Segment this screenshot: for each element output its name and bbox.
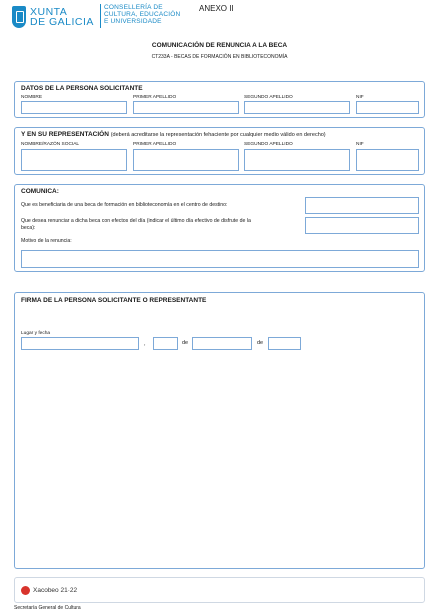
document-title: COMUNICACIÓN DE RENUNCIA A LA BECA	[151, 42, 288, 49]
rep-segundo-apellido-field[interactable]	[244, 149, 350, 171]
razon-social-field[interactable]	[21, 149, 127, 171]
firma-title: FIRMA DE LA PERSONA SOLICITANTE O REPRESENTANTE	[21, 297, 207, 304]
annex-label: ANEXO II	[199, 4, 234, 13]
document-subtitle: CT233A - BECAS DE FORMACIÓN EN BIBLIOTECONOMÍA	[151, 54, 288, 60]
footer-box	[14, 577, 425, 603]
solicitante-title: DATOS DE LA PERSONA SOLICITANTE	[21, 85, 143, 92]
representacion-section	[14, 127, 425, 175]
galicia-shield-icon	[12, 6, 26, 28]
nif-field[interactable]	[356, 101, 419, 114]
fecha-renuncia-text: Que desea renunciar a dicha beca con efectos del día (indicar el último día efectivo de disfrute de la beca):	[21, 218, 251, 231]
lugar-fecha-label: Lugar y fecha	[21, 331, 51, 336]
representacion-title: Y EN SU REPRESENTACIÓN (deberá acreditarse la representación fehaciente por cualquier medio válido en derecho)	[21, 131, 326, 138]
nif-label: NIF	[356, 95, 364, 100]
segundo-apellido-label: SEGUNDO APELLIDO	[244, 95, 293, 100]
xunta-logo	[12, 4, 102, 30]
lugar-field[interactable]	[21, 337, 139, 350]
comunica-section	[14, 184, 425, 272]
rep-primer-apellido-label: PRIMER APELLIDO	[133, 142, 177, 147]
motivo-label: Motivo de la renuncia:	[21, 238, 72, 244]
centro-destino-field[interactable]	[305, 197, 419, 214]
xacobeo-text: Xacobeo 21·22	[33, 587, 78, 594]
logo-line-1: XUNTA	[30, 6, 68, 18]
firma-section	[14, 292, 425, 569]
razon-social-label: NOMBRE/RAZÓN SOCIAL	[21, 142, 80, 147]
fecha-renuncia-field[interactable]	[305, 217, 419, 234]
nombre-field[interactable]	[21, 101, 127, 114]
conselleria-name: CONSELLERÍA DE CULTURA, EDUCACIÓN E UNIVERSIDADE	[104, 4, 181, 25]
logo-divider	[100, 4, 101, 28]
comunica-title: COMUNICA:	[21, 188, 59, 195]
segundo-apellido-field[interactable]	[244, 101, 350, 114]
xacobeo-mark-icon	[21, 586, 30, 595]
rep-nif-label: NIF	[356, 142, 364, 147]
motivo-field[interactable]	[21, 250, 419, 268]
rep-nif-field[interactable]	[356, 149, 419, 171]
de-separator-2: de	[257, 340, 264, 346]
de-separator-1: de	[182, 340, 189, 346]
primer-apellido-field[interactable]	[133, 101, 239, 114]
representacion-note: (deberá acreditarse la representación fehaciente por cualquier medio válido en derecho)	[110, 132, 326, 138]
centro-destino-text: Que es beneficiaria de una beca de formación en biblioteconomía en el centro de destino:	[21, 202, 228, 208]
nombre-label: NOMBRE	[21, 95, 43, 100]
mes-field[interactable]	[192, 337, 252, 350]
anio-field[interactable]	[268, 337, 301, 350]
solicitante-section	[14, 81, 425, 118]
rep-segundo-apellido-label: SEGUNDO APELLIDO	[244, 142, 293, 147]
page-header	[0, 0, 439, 40]
xacobeo-logo	[21, 586, 77, 595]
rep-primer-apellido-field[interactable]	[133, 149, 239, 171]
dia-field[interactable]	[153, 337, 178, 350]
comma-separator: ,	[144, 341, 146, 347]
secretaria-general: Secretaría General de Cultura	[14, 605, 81, 611]
logo-line-2: DE GALICIA	[30, 16, 94, 28]
primer-apellido-label: PRIMER APELLIDO	[133, 95, 177, 100]
